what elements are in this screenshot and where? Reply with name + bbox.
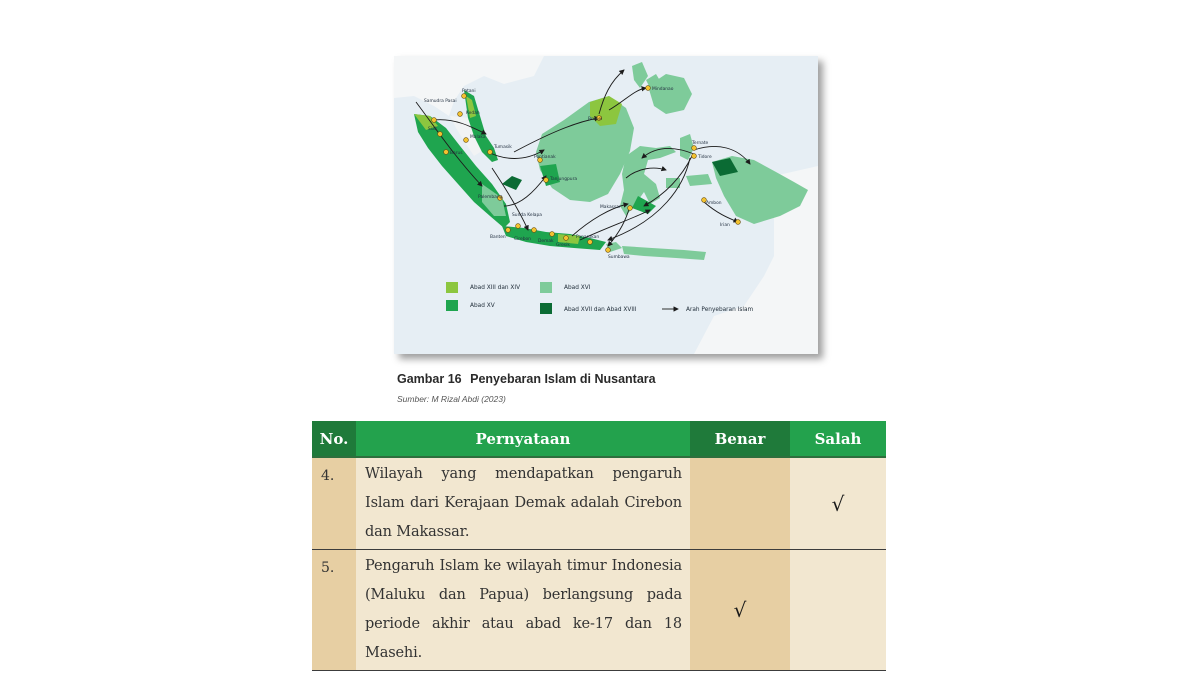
cirebon-marker xyxy=(532,228,537,233)
benar-check-icon: √ xyxy=(733,598,747,622)
label-sunda-kelapa: Sunda Kelapa xyxy=(512,213,542,218)
benar-cell[interactable] xyxy=(690,550,790,671)
figure-source: Sumber: M Rizal Abdi (2023) xyxy=(397,394,506,404)
label-irian: Irian xyxy=(720,223,730,228)
map-figure xyxy=(394,56,818,354)
sumbawa-marker xyxy=(606,248,611,253)
label-demak: Demak xyxy=(538,239,554,244)
legend-swatch-16 xyxy=(540,282,552,293)
barus-marker xyxy=(444,150,449,155)
row-statement: Wilayah yang mendapatkan pengaruh Islam dari Kerajaan Demak adalah Cirebon dan Makassar. xyxy=(356,457,690,550)
legend-label-17-18: Abad XVII dan Abad XVIII xyxy=(564,307,637,313)
legend-label-16: Abad XVI xyxy=(564,285,591,291)
malaka-marker xyxy=(464,138,469,143)
kedah-marker xyxy=(458,112,463,117)
samudra-pasai-marker xyxy=(432,118,437,123)
statement-table xyxy=(312,421,886,671)
seram-island xyxy=(686,174,712,186)
ternate-marker xyxy=(692,146,697,151)
label-tumasik: Tumasik xyxy=(494,145,512,150)
legend-swatch-15 xyxy=(446,300,458,311)
header-no: No. xyxy=(312,421,356,457)
label-panarukan: Panarukan xyxy=(576,235,600,240)
label-brunei: Brunei xyxy=(588,117,603,122)
salah-cell[interactable] xyxy=(790,457,886,550)
mindanao-marker xyxy=(646,86,651,91)
table-row xyxy=(312,550,886,671)
label-makassar: Makassar xyxy=(600,205,621,210)
label-mindanao: Mindanao xyxy=(652,87,674,92)
sunda-kelapa-marker xyxy=(516,224,521,229)
panarukan-marker xyxy=(588,240,593,245)
label-barus: Barus xyxy=(450,151,463,156)
label-ambon: Ambon xyxy=(706,201,722,206)
label-patani: Patani xyxy=(462,89,476,94)
label-gresik: Gresik xyxy=(556,243,570,248)
row-number: 4. xyxy=(312,457,356,550)
label-tidore: Tidore xyxy=(698,155,712,160)
header-benar: Benar xyxy=(690,421,790,457)
label-banten: Banten xyxy=(490,235,506,240)
label-ternate: Ternate xyxy=(692,141,709,146)
header-statement: Pernyataan xyxy=(356,421,690,457)
salah-cell[interactable] xyxy=(790,550,886,671)
label-cirebon: Cirebon xyxy=(514,237,531,242)
label-samudra-pasai: Samudra Pasai xyxy=(424,99,457,104)
row-number: 5. xyxy=(312,550,356,671)
table-row xyxy=(312,457,886,550)
demak-marker xyxy=(550,232,555,237)
gresik-marker xyxy=(564,236,569,241)
legend-label-13-14: Abad XIII dan XIV xyxy=(470,285,521,291)
makassar-marker xyxy=(628,206,633,211)
label-kedah: Kedah xyxy=(466,111,480,116)
legend-label-15: Abad XV xyxy=(470,303,495,309)
label-siak: Siak xyxy=(428,127,438,132)
figure-caption xyxy=(397,372,656,386)
table-header-row xyxy=(312,421,886,457)
label-malaka: Malaka xyxy=(470,135,486,140)
islam-spread-map xyxy=(394,56,818,354)
tidore-marker xyxy=(692,154,697,159)
label-palembang: Palembang xyxy=(478,195,503,200)
legend-swatch-17-18 xyxy=(540,303,552,314)
caption-title: Penyebaran Islam di Nusantara xyxy=(470,372,656,386)
salah-check-icon: √ xyxy=(831,491,845,516)
label-tanjungpura: Tanjungpura xyxy=(550,177,578,182)
irian-marker xyxy=(736,220,741,225)
header-salah: Salah xyxy=(790,421,886,457)
patani-marker xyxy=(462,94,467,99)
caption-number: Gambar 16 xyxy=(397,372,462,386)
legend-label-arah: Arah Penyebaran Islam xyxy=(686,307,754,313)
siak-marker xyxy=(438,132,443,137)
legend-swatch-13-14 xyxy=(446,282,458,293)
tumasik-marker xyxy=(488,150,493,155)
label-pontianak: Pontianak xyxy=(534,155,556,160)
row-statement: Pengaruh Islam ke wilayah timur Indonesia (Maluku dan Papua) berlangsung pada periode akhir atau abad ke-17 dan 18 Masehi. xyxy=(356,550,690,671)
benar-cell[interactable] xyxy=(690,457,790,550)
label-sumbawa: Sumbawa xyxy=(608,255,630,260)
banten-marker xyxy=(506,228,511,233)
tanjungpura-marker xyxy=(544,178,549,183)
